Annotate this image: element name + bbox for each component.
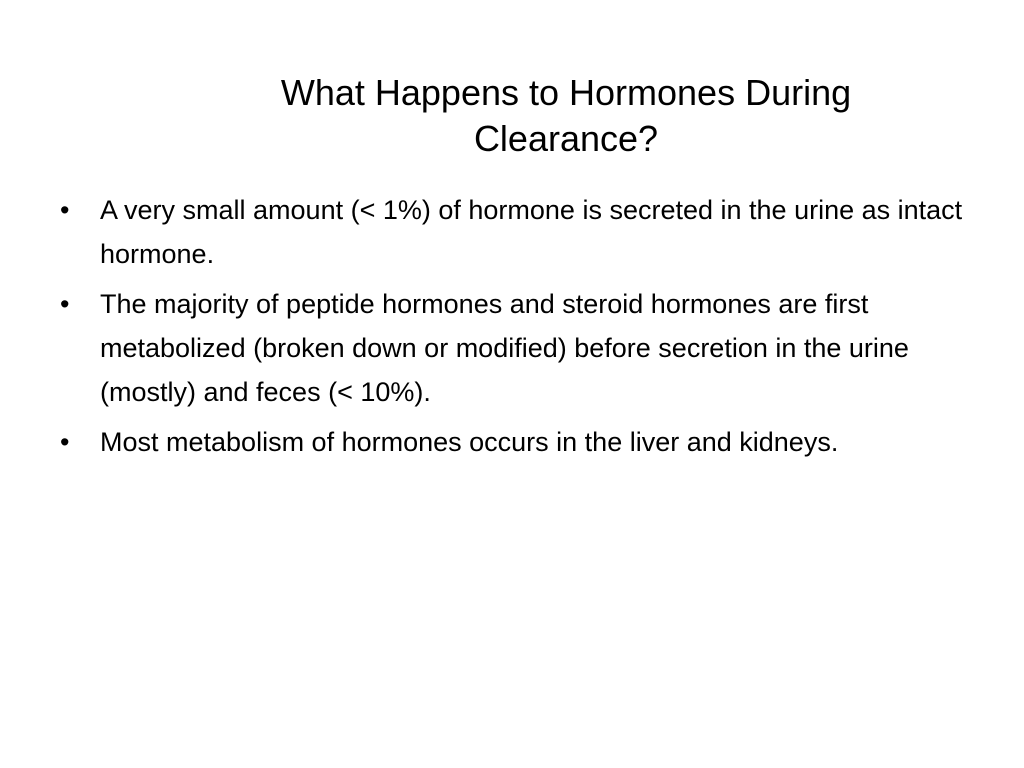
bullet-dot-icon: • [60, 427, 70, 457]
bullet-item-1 [58, 188, 978, 276]
slide-title-line-2: Clearance? [473, 118, 659, 159]
bullet-text-2: The majority of peptide hormones and steroid hormones are first metabolized (broken down or modified) before secretion in the urine (mostly) and feces (< 10%). [100, 289, 909, 407]
slide-title [200, 70, 932, 162]
bullet-dot-icon: • [60, 289, 70, 319]
bullet-text-3: Most metabolism of hormones occurs in the liver and kidneys. [100, 427, 839, 457]
bullet-list [58, 188, 978, 470]
bullet-item-3 [58, 420, 978, 464]
bullet-text-1: A very small amount (< 1%) of hormone is secreted in the urine as intact hormone. [100, 195, 963, 269]
bullet-item-2 [58, 282, 978, 414]
bullet-dot-icon: • [60, 195, 70, 225]
slide-title-line-1: What Happens to Hormones During [280, 72, 852, 113]
